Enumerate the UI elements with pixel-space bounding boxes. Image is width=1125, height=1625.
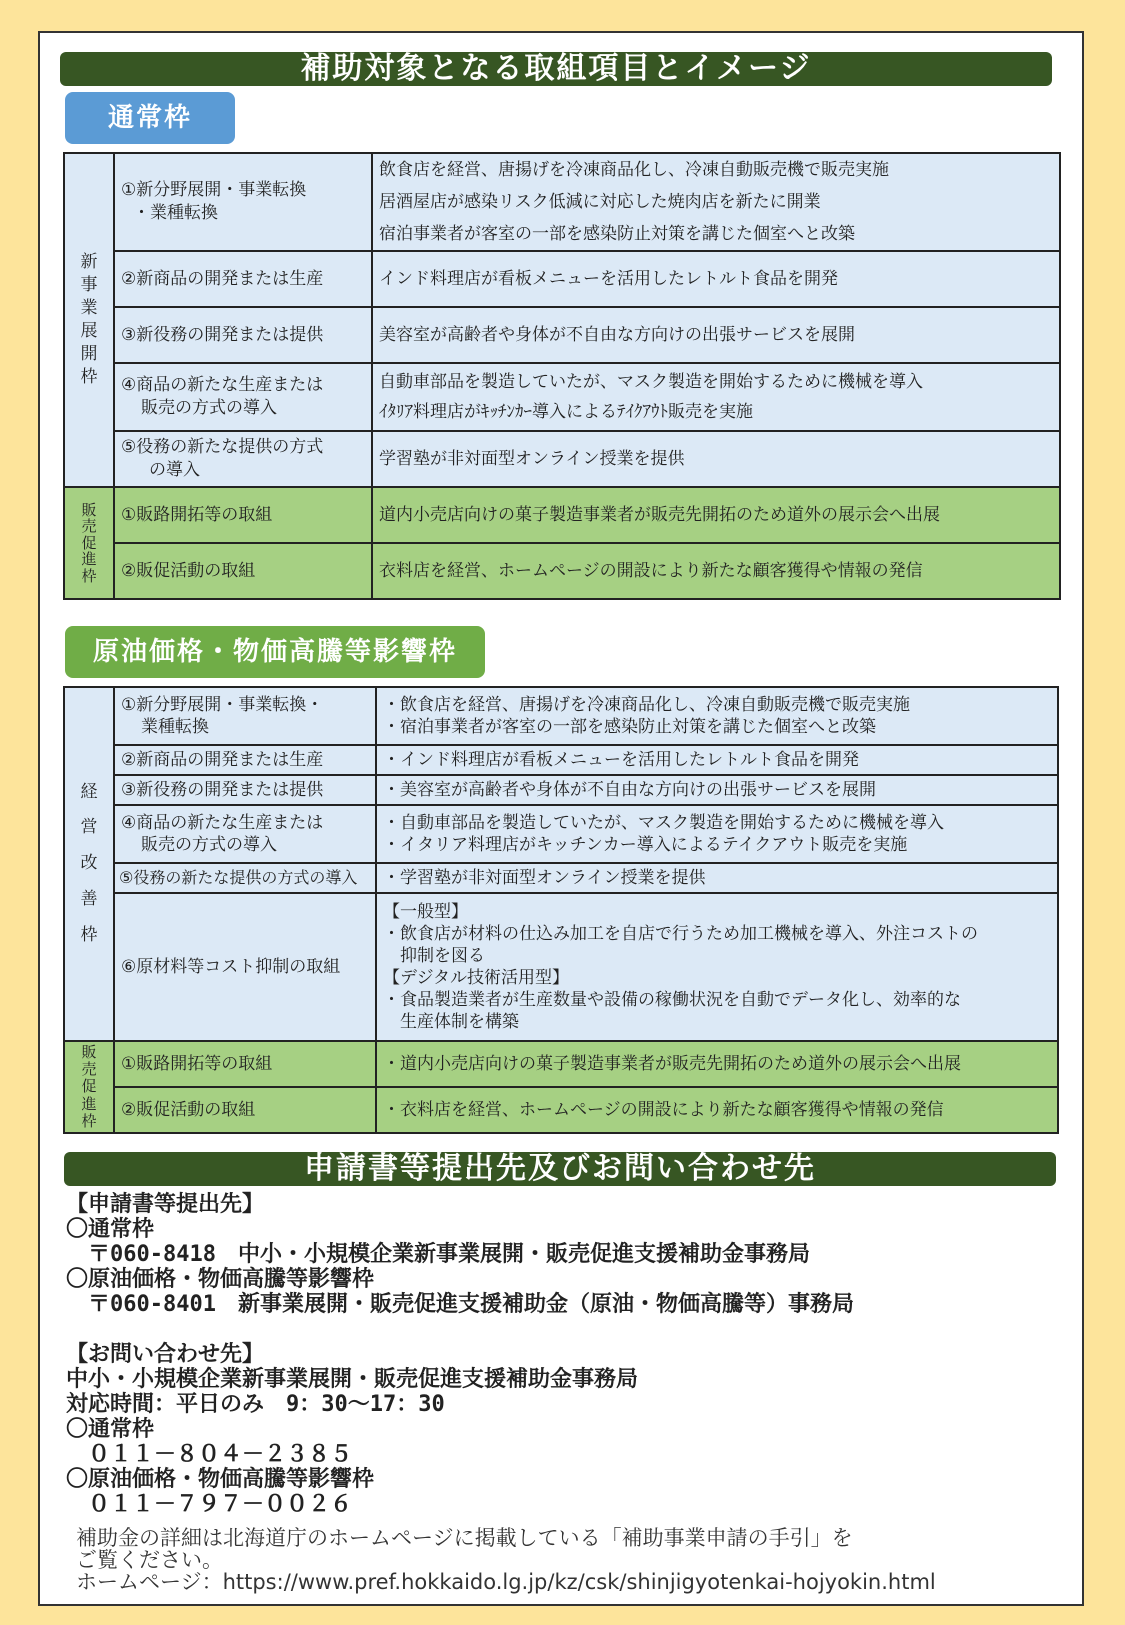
- item-cell: ⑥原材料等コスト抑制の取組: [114, 893, 376, 1041]
- item-cell: ④商品の新たな生産または 販売の方式の導入: [114, 363, 372, 431]
- management-improvement-frame-label: 経 営 改 善 枠: [64, 687, 114, 1041]
- submit-crude-address: 〒060-8401 新事業展開・販売促進支援補助金（原油・物価高騰等）事務局: [66, 1292, 854, 1317]
- example-cell: ・自動車部品を製造していたが、マスク製造を開始するために機械を導入 ・イタリア料理店がキッチンカー導入によるテイクアウト販売を実施: [376, 805, 1058, 863]
- inquiry-normal-label: 〇通常枠: [66, 1417, 155, 1442]
- example-cell: ・美容室が高齢者や身体が不自由な方向けの出張サービスを展開: [376, 775, 1058, 805]
- item-cell: ②新商品の開発または生産: [114, 251, 372, 307]
- sales-promotion-frame-label: 販 売 促 進 枠: [64, 487, 114, 599]
- inquiry-office: 中小・小規模企業新事業展開・販売促進支援補助金事務局: [66, 1367, 639, 1392]
- contact-title-banner: 申請書等提出先及びお問い合わせ先: [64, 1152, 1056, 1186]
- new-business-frame-label: 新 事 業 展 開 枠: [64, 153, 114, 487]
- item-cell: ④商品の新たな生産または 販売の方式の導入: [114, 805, 376, 863]
- example-cell: 道内小売店向けの菓子製造事業者が販売先開拓のため道外の展示会へ出展: [372, 487, 1060, 543]
- example-cell: ・インド料理店が看板メニューを活用したレトルト食品を開発: [376, 745, 1058, 775]
- item-cell: ②新商品の開発または生産: [114, 745, 376, 775]
- submit-normal-label: 〇通常枠: [66, 1217, 155, 1242]
- inquiry-heading: 【お問い合わせ先】: [66, 1342, 265, 1367]
- item-cell: ②販促活動の取組: [114, 1087, 376, 1133]
- example-cell: 【一般型】 ・飲食店が材料の仕込み加工を自店で行うため加工機械を導入、外注コストの 抑制を図る 【デジタル技術活用型】 ・食品製造業者が生産数量や設備の稼働状況を自動でデータ化し、効率的な 生産体制を構築: [376, 893, 1058, 1041]
- example-cell: ・学習塾が非対面型オンライン授業を提供: [376, 863, 1058, 893]
- submit-normal-address: 〒060-8418 中小・小規模企業新事業展開・販売促進支援補助金事務局: [66, 1242, 810, 1267]
- inquiry-crude-phone: ０１１－７９７－００２６: [66, 1492, 353, 1517]
- normal-frame-label: 通常枠: [65, 92, 235, 144]
- item-cell: ①販路開拓等の取組: [114, 1041, 376, 1087]
- item-cell: ②販促活動の取組: [114, 543, 372, 599]
- example-cell: 衣料店を経営、ホームページの開設により新たな顧客獲得や情報の発信: [372, 543, 1060, 599]
- submit-heading: 【申請書等提出先】: [66, 1192, 265, 1217]
- contact-section: [66, 1192, 1066, 1517]
- normal-frame-table: [63, 152, 1061, 600]
- footer-note: 補助金の詳細は北海道庁のホームページに掲載している「補助事業申請の手引」を ご覧ください。 ホームページ：https://www.pref.hokkaido.lg.jp/kz/csk/shinjigyotenkai-hojyokin.html: [76, 1526, 936, 1594]
- section-title-banner: 補助対象となる取組項目とイメージ: [60, 52, 1052, 86]
- inquiry-normal-phone: ０１１－８０４－２３８５: [66, 1442, 353, 1467]
- item-cell: ③新役務の開発または提供: [114, 307, 372, 363]
- homepage-link[interactable]: ホームページ：https://www.pref.hokkaido.lg.jp/kz/csk/shinjigyotenkai-hojyokin.html: [76, 1570, 936, 1594]
- crude-frame-table: [63, 686, 1059, 1134]
- item-cell: ⑤役務の新たな提供の方式 の導入: [114, 431, 372, 487]
- crude-frame-label: 原油価格・物価高騰等影響枠: [65, 626, 485, 678]
- inquiry-crude-label: 〇原油価格・物価高騰等影響枠: [66, 1467, 375, 1492]
- submit-crude-label: 〇原油価格・物価高騰等影響枠: [66, 1267, 375, 1292]
- example-cell: 美容室が高齢者や身体が不自由な方向けの出張サービスを展開: [372, 307, 1060, 363]
- example-cell: ・飲食店を経営、唐揚げを冷凍商品化し、冷凍自動販売機で販売実施 ・宿泊事業者が客室の一部を感染防止対策を講じた個室へと改築: [376, 687, 1058, 745]
- inquiry-hours: 対応時間：平日のみ 9：30～17：30: [66, 1392, 445, 1417]
- example-cell: ・衣料店を経営、ホームページの開設により新たな顧客獲得や情報の発信: [376, 1087, 1058, 1133]
- sales-promotion-frame-label: 販 売 促 進 枠: [64, 1041, 114, 1133]
- example-cell: 飲食店を経営、唐揚げを冷凍商品化し、冷凍自動販売機で販売実施 居酒屋店が感染リスク低減に対応した焼肉店を新たに開業 宿泊事業者が客室の一部を感染防止対策を講じた個室へと改築: [372, 153, 1060, 251]
- item-cell: ①新分野展開・事業転換 ・業種転換: [114, 153, 372, 251]
- item-cell: ①販路開拓等の取組: [114, 487, 372, 543]
- example-cell: ・道内小売店向けの菓子製造事業者が販売先開拓のため道外の展示会へ出展: [376, 1041, 1058, 1087]
- example-cell: インド料理店が看板メニューを活用したレトルト食品を開発: [372, 251, 1060, 307]
- example-cell: 学習塾が非対面型オンライン授業を提供: [372, 431, 1060, 487]
- item-cell: ③新役務の開発または提供: [114, 775, 376, 805]
- item-cell: ⑤役務の新たな提供の方式の導入: [114, 863, 376, 893]
- example-cell: 自動車部品を製造していたが、マスク製造を開始するために機械を導入 ｲﾀﾘｱ料理店がｷｯﾁﾝｶｰ導入によるﾃｲｸｱｳﾄ販売を実施: [372, 363, 1060, 431]
- item-cell: ①新分野展開・事業転換・ 業種転換: [114, 687, 376, 745]
